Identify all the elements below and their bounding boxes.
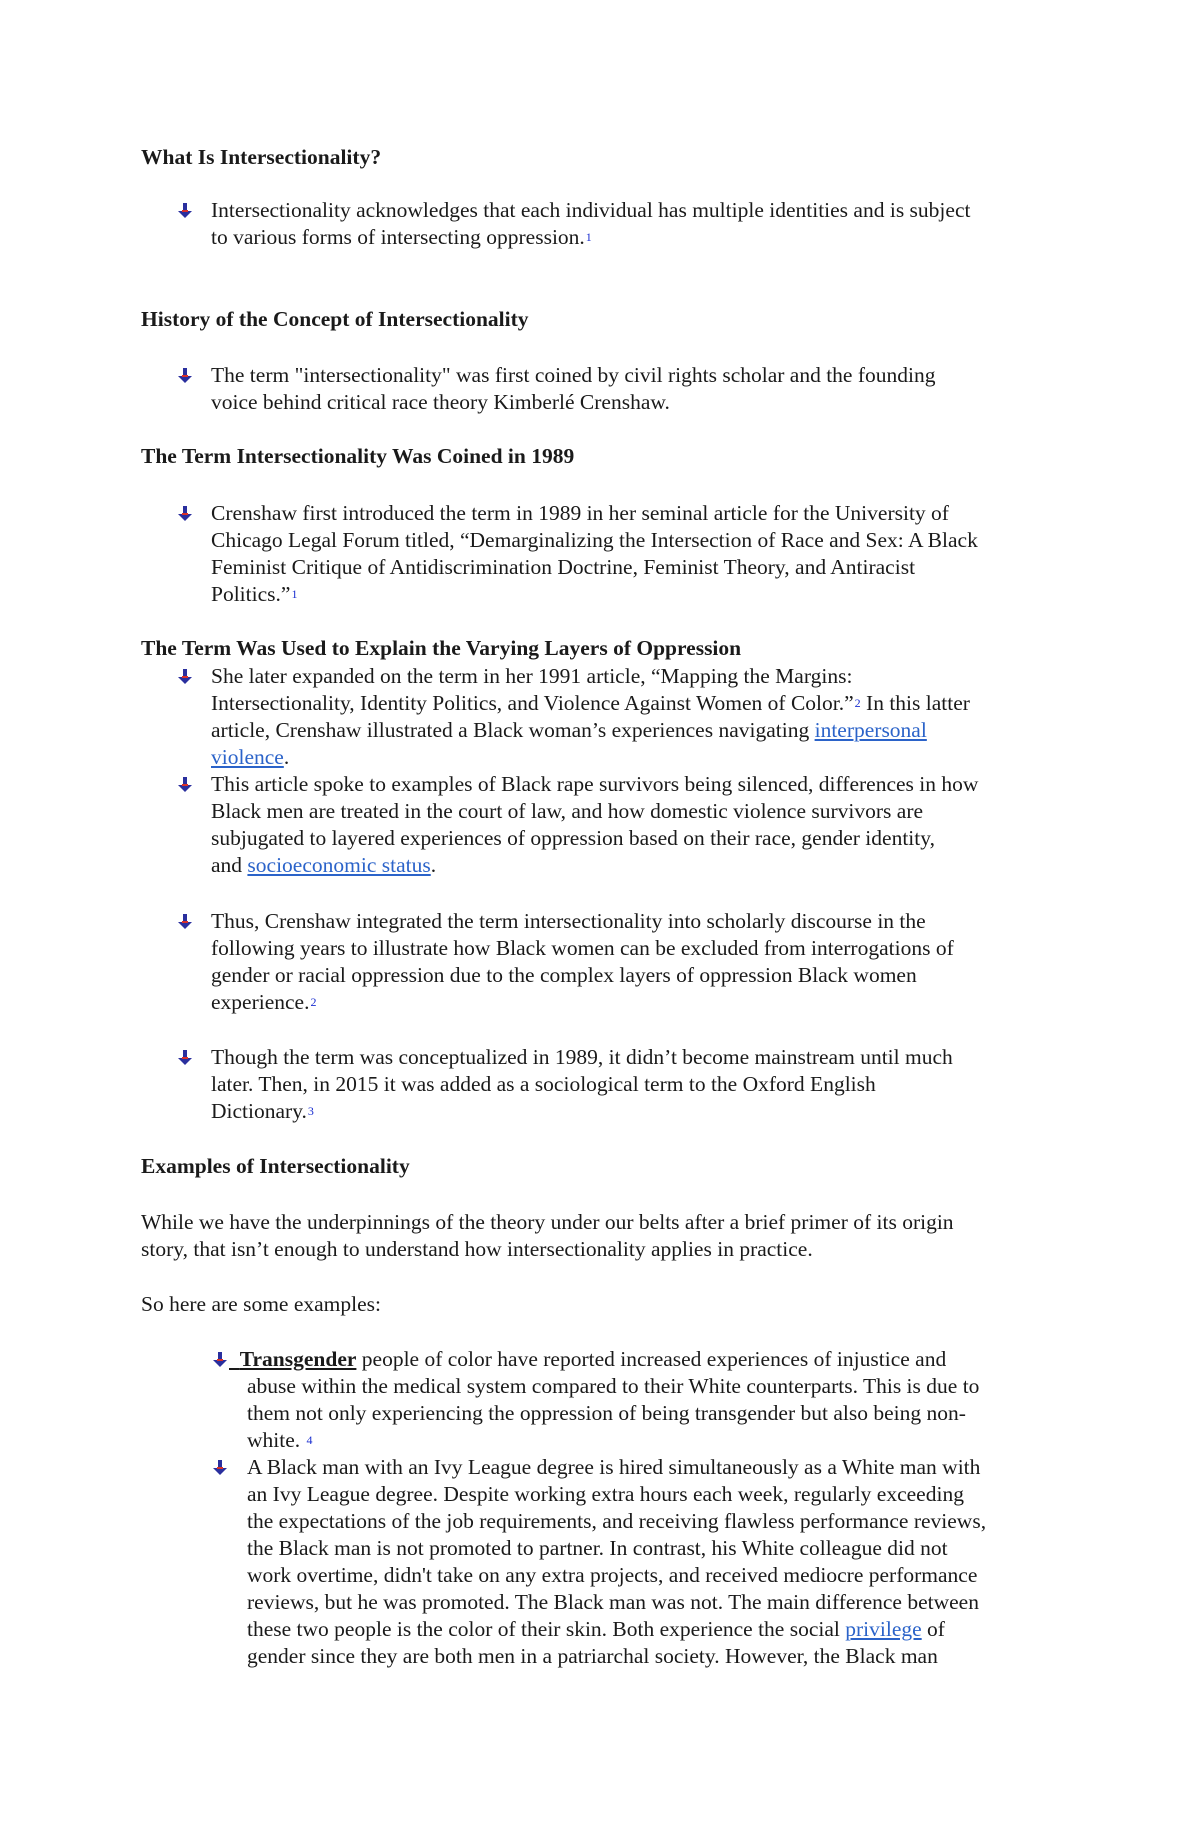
s4-bullet-4-line-1: Though the term was conceptualized in 1989, it didn’t become mainstream until much	[211, 1045, 953, 1069]
footnote-marker[interactable]: 4	[306, 1433, 313, 1447]
down-arrow-bullet-icon	[177, 368, 193, 384]
s4-bullet-1-text-c: article, Crenshaw illustrated a Black woman’s experiences navigating	[211, 718, 815, 742]
s1-bullet-1-text: to various forms of intersecting oppression.	[211, 225, 585, 249]
footnote-marker[interactable]: 2	[854, 696, 861, 710]
s4-bullet-4-line-2: later. Then, in 2015 it was added as a sociological term to the Oxford English	[211, 1072, 876, 1096]
s5-bullet-2-line-5: work overtime, didn't take on any extra projects, and received mediocre performance	[247, 1563, 978, 1587]
s4-bullet-1-line-2	[211, 690, 970, 721]
down-arrow-bullet-icon	[212, 1352, 228, 1368]
s2-bullet-1-line-2: voice behind critical race theory Kimberlé Crenshaw.	[211, 390, 670, 414]
down-arrow-bullet-icon	[177, 914, 193, 930]
link-privilege[interactable]: privilege	[845, 1617, 922, 1641]
s5-bullet-2-line-2: an Ivy League degree. Despite working extra hours each week, regularly exceeding	[247, 1482, 964, 1506]
s3-bullet-1-line-4	[211, 581, 297, 612]
s4-bullet-2-line-4	[211, 852, 436, 880]
s3-bullet-1-line-3: Feminist Critique of Antidiscrimination Doctrine, Feminist Theory, and Antiracist	[211, 555, 916, 579]
s5-bullet-2-line-4: the Black man is not promoted to partner. In contrast, his White colleague did not	[247, 1536, 948, 1560]
link-interpersonal-violence[interactable]: interpersonal	[814, 718, 927, 742]
s4-bullet-2-line-2: Black men are treated in the court of law, and how domestic violence survivors are	[211, 799, 924, 823]
s4-bullet-2-line-3: subjugated to layered experiences of oppression based on their race, gender identity,	[211, 826, 935, 850]
link-interpersonal-violence-cont[interactable]: violence	[211, 745, 284, 769]
s1-bullet-1-line-2	[211, 224, 592, 255]
s4-bullet-3-line-3: gender or racial oppression due to the complex layers of oppression Black women	[211, 963, 917, 987]
down-arrow-bullet-icon	[212, 1460, 228, 1476]
s3-bullet-1-line-1: Crenshaw first introduced the term in 1989 in her seminal article for the University of	[211, 501, 949, 525]
s4-bullet-1-text-a: Intersectionality, Identity Politics, and Violence Against Women of Color.”	[211, 691, 854, 715]
s4-bullet-3-line-1: Thus, Crenshaw integrated the term intersectionality into scholarly discourse in the	[211, 909, 926, 933]
footnote-marker[interactable]: 1	[291, 587, 298, 601]
heading-examples: Examples of Intersectionality	[141, 1154, 410, 1178]
s3-bullet-1-line-2: Chicago Legal Forum titled, “Demarginalizing the Intersection of Race and Sex: A Black	[211, 528, 978, 552]
s4-bullet-2-text: and	[211, 853, 248, 877]
down-arrow-bullet-icon	[177, 1050, 193, 1066]
s5-bullet-2-text-a: these two people is the color of their skin. Both experience the social	[247, 1617, 846, 1641]
s4-bullet-1-line-3	[211, 717, 927, 745]
footnote-marker[interactable]: 2	[310, 995, 317, 1009]
s4-bullet-1-text-b: In this latter	[860, 691, 970, 715]
s5-bullet-1-line-3: them not only experiencing the oppression of being transgender but also being non-	[247, 1401, 966, 1425]
s5-bullet-1-line-4	[247, 1427, 313, 1458]
heading-varying-layers: The Term Was Used to Explain the Varying Layers of Oppression	[141, 636, 742, 660]
s3-bullet-1-text: Politics.”	[211, 582, 291, 606]
s4-bullet-4-text: Dictionary.	[211, 1099, 307, 1123]
link-socioeconomic-status[interactable]: socioeconomic status	[247, 853, 431, 877]
s5-para-1-line-2: story, that isn’t enough to understand how intersectionality applies in practice.	[141, 1237, 813, 1261]
heading-history-of-concept: History of the Concept of Intersectionality	[141, 307, 529, 331]
s4-bullet-3-line-4	[211, 989, 316, 1020]
s5-bullet-2-text-b: of	[921, 1617, 945, 1641]
footnote-marker[interactable]: 3	[307, 1104, 314, 1118]
s5-bullet-1-line-1	[229, 1346, 946, 1374]
s4-bullet-1-line-1: She later expanded on the term in her 1991 article, “Mapping the Margins:	[211, 664, 853, 688]
period: .	[283, 745, 290, 769]
s5-bullet-2-line-1: A Black man with an Ivy League degree is hired simultaneously as a White man with	[247, 1455, 981, 1479]
s5-bullet-1-text: people of color have reported increased experiences of injustice and	[356, 1347, 947, 1371]
heading-what-is-intersectionality: What Is Intersectionality?	[141, 145, 382, 169]
heading-term-coined-1989: The Term Intersectionality Was Coined in 1989	[141, 444, 575, 468]
down-arrow-bullet-icon	[177, 203, 193, 219]
s5-para-1-line-1: While we have the underpinnings of the theory under our belts after a brief primer of its origin	[141, 1210, 954, 1234]
down-arrow-bullet-icon	[177, 777, 193, 793]
s4-bullet-3-line-2: following years to illustrate how Black women can be excluded from interrogations of	[211, 936, 954, 960]
s4-bullet-3-text: experience.	[211, 990, 310, 1014]
s1-bullet-1-line-1: Intersectionality acknowledges that each individual has multiple identities and is subject	[211, 198, 971, 222]
s5-para-2: So here are some examples:	[141, 1292, 381, 1316]
transgender-term-text: Transgender	[239, 1347, 357, 1371]
s4-bullet-4-line-3	[211, 1098, 314, 1129]
s5-bullet-2-line-7	[247, 1616, 945, 1644]
s2-bullet-1-line-1: The term "intersectionality" was first coined by civil rights scholar and the founding	[211, 363, 936, 387]
s5-bullet-1-line-2: abuse within the medical system compared to their White counterparts. This is due to	[247, 1374, 980, 1398]
s5-bullet-1-text-end: white.	[247, 1428, 306, 1452]
transgender-term	[229, 1347, 356, 1371]
down-arrow-bullet-icon	[177, 669, 193, 685]
s5-bullet-2-line-6: reviews, but he was promoted. The Black man was not. The main difference between	[247, 1590, 979, 1614]
s4-bullet-1-line-4	[211, 744, 289, 772]
down-arrow-bullet-icon	[177, 506, 193, 522]
s5-bullet-2-line-3: the expectations of the job requirements, and receiving flawless performance reviews,	[247, 1509, 987, 1533]
s5-bullet-2-line-8: gender since they are both men in a patriarchal society. However, the Black man	[247, 1644, 938, 1668]
period: .	[430, 853, 437, 877]
footnote-marker[interactable]: 1	[585, 230, 592, 244]
s4-bullet-2-line-1: This article spoke to examples of Black rape survivors being silenced, differences in how	[211, 772, 979, 796]
